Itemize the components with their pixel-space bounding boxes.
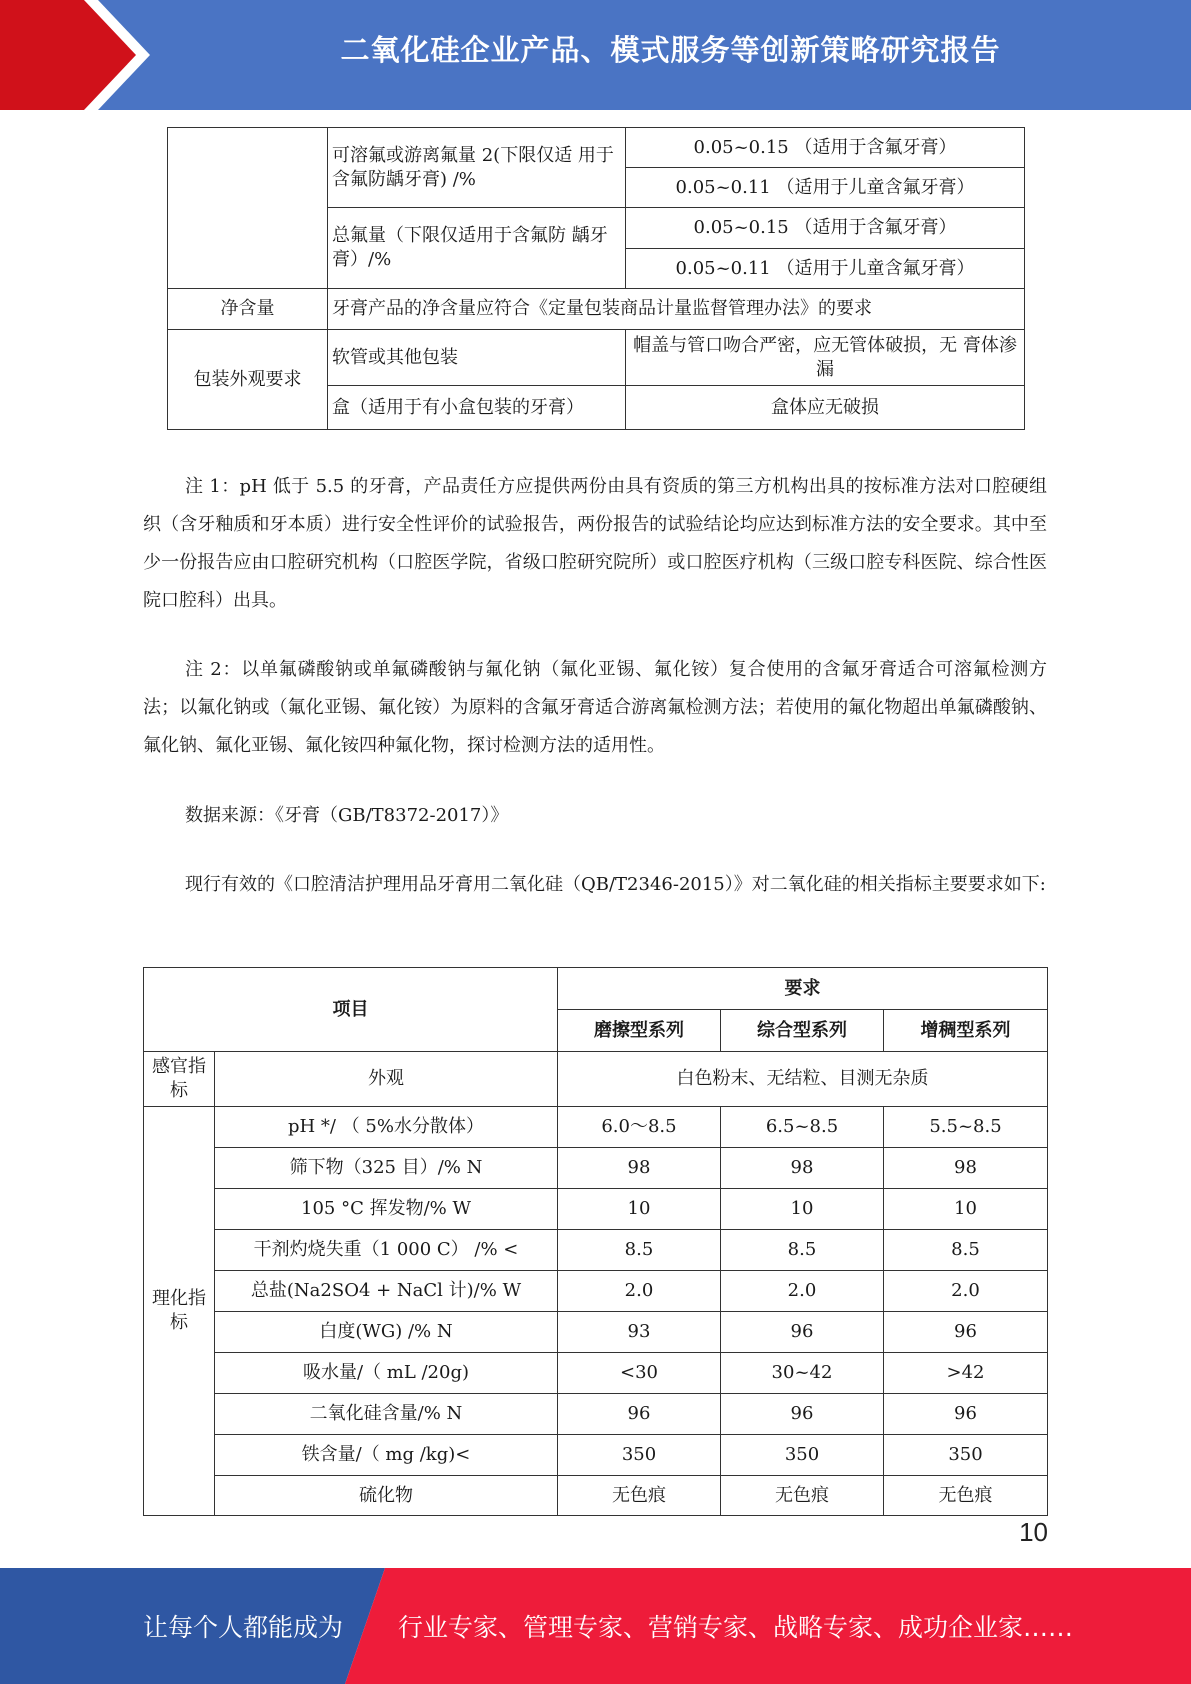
data-source: 数据来源：《牙膏（GB/T8372-2017）》 xyxy=(185,805,509,826)
toothpaste-spec-table xyxy=(167,127,1025,430)
table-cell: 96 xyxy=(558,1394,721,1435)
note-1: 注 1：pH 低于 5.5 的牙膏，产品责任方应提供两份由具有资质的第三方机构出具的按标准方法对口腔硬组织（含牙釉质和牙本质）进行安全性评价的试验报告，两份报告的试验结论均应达到标准方法的安全要求。其中至少一份报告应由口腔研究机构（口腔医学院，省级口腔研究院所）或口腔医疗机构（三级口腔专科医院、综合性医院口腔科）出具。 xyxy=(143,476,1047,611)
page-footer xyxy=(0,1568,1191,1684)
table-cell: 8.5 xyxy=(884,1230,1048,1271)
header-requirements: 要求 xyxy=(558,968,1048,1010)
report-title: 二氧化硅企业产品、模式服务等创新策略研究报告 xyxy=(340,33,1001,67)
page-header xyxy=(0,0,1191,110)
table-cell: 2.0 xyxy=(558,1271,721,1312)
packaging-item: 盒（适用于有小盒包装的牙膏） xyxy=(328,386,626,430)
table-cell: 无色痕 xyxy=(884,1476,1048,1516)
table-cell: 2.0 xyxy=(884,1271,1048,1312)
col-head-abrasive: 磨擦型系列 xyxy=(558,1010,721,1052)
table-cell: 350 xyxy=(884,1435,1048,1476)
table-cell: 96 xyxy=(884,1312,1048,1353)
packaging-label: 包装外观要求 xyxy=(168,330,328,430)
table-cell: 6.5~8.5 xyxy=(721,1107,884,1148)
silica-intro: 现行有效的《口腔清洁护理用品牙膏用二氧化硅（QB/T2346-2015）》对二氧化硅的相关指标主要要求如下: xyxy=(185,874,1046,895)
table-cell: 96 xyxy=(721,1394,884,1435)
packaging-value: 盒体应无破损 xyxy=(626,386,1025,430)
footer-slogan-right: 行业专家、管理专家、营销专家、战略专家、成功企业家…… xyxy=(398,1613,1074,1642)
header-item: 项目 xyxy=(144,968,558,1052)
table-row-item: 铁含量/（ mg /kg)< xyxy=(215,1435,558,1476)
header-red-arrow-icon xyxy=(0,0,170,110)
table-cell: 8.5 xyxy=(558,1230,721,1271)
note-2: 注 2：以单氟磷酸钠或单氟磷酸钠与氟化钠（氟化亚锡、氟化铵）复合使用的含氟牙膏适合可溶氟检测方法；以氟化钠或（氟化亚锡、氟化铵）为原料的含氟牙膏适合游离氟检测方法；若使用的氟化物超出单氟磷酸钠、氟化钠、氟化亚锡、氟化铵四种氟化物，探讨检测方法的适用性。 xyxy=(143,659,1047,756)
table-cell: 无色痕 xyxy=(721,1476,884,1516)
table-cell: 10 xyxy=(558,1189,721,1230)
table-cell: 8.5 xyxy=(721,1230,884,1271)
blank-group-cell xyxy=(168,128,328,289)
table-cell: 10 xyxy=(721,1189,884,1230)
spec-value: 0.05~0.15 （适用于含氟牙膏） xyxy=(626,128,1025,168)
table-cell: 5.5~8.5 xyxy=(884,1107,1048,1148)
table-row-item: 总盐(Na2SO4 + NaCl 计)/% W xyxy=(215,1271,558,1312)
table-row-item: pH */ （ 5%水分散体） xyxy=(215,1107,558,1148)
table-cell: 98 xyxy=(721,1148,884,1189)
table-cell: >42 xyxy=(884,1353,1048,1394)
table-cell: 无色痕 xyxy=(558,1476,721,1516)
table-row-item: 吸水量/（ mL /20g) xyxy=(215,1353,558,1394)
col-head-general: 综合型系列 xyxy=(721,1010,884,1052)
packaging-value: 帽盖与管口吻合严密，应无管体破损，无 膏体渗漏 xyxy=(626,330,1025,386)
table-cell: 96 xyxy=(721,1312,884,1353)
sensory-item: 外观 xyxy=(215,1052,558,1107)
table-cell: <30 xyxy=(558,1353,721,1394)
net-content-label: 净含量 xyxy=(168,289,328,330)
table-cell: 30~42 xyxy=(721,1353,884,1394)
sensory-value: 白色粉末、无结粒、目测无杂质 xyxy=(558,1052,1048,1107)
table-cell: 350 xyxy=(721,1435,884,1476)
col-head-thickening: 增稠型系列 xyxy=(884,1010,1048,1052)
net-content-value: 牙膏产品的净含量应符合《定量包装商品计量监督管理办法》的要求 xyxy=(328,289,1025,330)
spec-value: 0.05~0.11 （适用于儿童含氟牙膏） xyxy=(626,168,1025,208)
table-row-item: 硫化物 xyxy=(215,1476,558,1516)
table-cell: 6.0〜8.5 xyxy=(558,1107,721,1148)
table-cell: 350 xyxy=(558,1435,721,1476)
table-cell: 2.0 xyxy=(721,1271,884,1312)
packaging-item: 软管或其他包装 xyxy=(328,330,626,386)
sensory-group-label: 感官指标 xyxy=(144,1052,215,1107)
physchem-group-label: 理化指标 xyxy=(144,1107,215,1516)
table-cell: 98 xyxy=(884,1148,1048,1189)
table-row-item: 筛下物（325 目）/% N xyxy=(215,1148,558,1189)
table-cell: 93 xyxy=(558,1312,721,1353)
page-number: 10 xyxy=(1019,1517,1048,1547)
table-row-item: 干剂灼烧失重（1 000 C） /% < xyxy=(215,1230,558,1271)
spec-value: 0.05~0.11 （适用于儿童含氟牙膏） xyxy=(626,249,1025,289)
table-cell: 10 xyxy=(884,1189,1048,1230)
soluble-fluoride-item: 可溶氟或游离氟量 2(下限仅适 用于含氟防龋牙膏) /% xyxy=(328,128,626,208)
total-fluoride-item: 总氟量（下限仅适用于含氟防 龋牙膏）/% xyxy=(328,208,626,289)
spec-value: 0.05~0.15 （适用于含氟牙膏） xyxy=(626,208,1025,249)
table-cell: 96 xyxy=(884,1394,1048,1435)
table-row-item: 二氧化硅含量/% N xyxy=(215,1394,558,1435)
table-row-item: 白度(WG) /% N xyxy=(215,1312,558,1353)
table-row-item: 105 °C 挥发物/% W xyxy=(215,1189,558,1230)
footer-slogan-left: 让每个人都能成为 xyxy=(143,1613,344,1642)
table-cell: 98 xyxy=(558,1148,721,1189)
silica-requirements-table xyxy=(143,967,1048,1516)
